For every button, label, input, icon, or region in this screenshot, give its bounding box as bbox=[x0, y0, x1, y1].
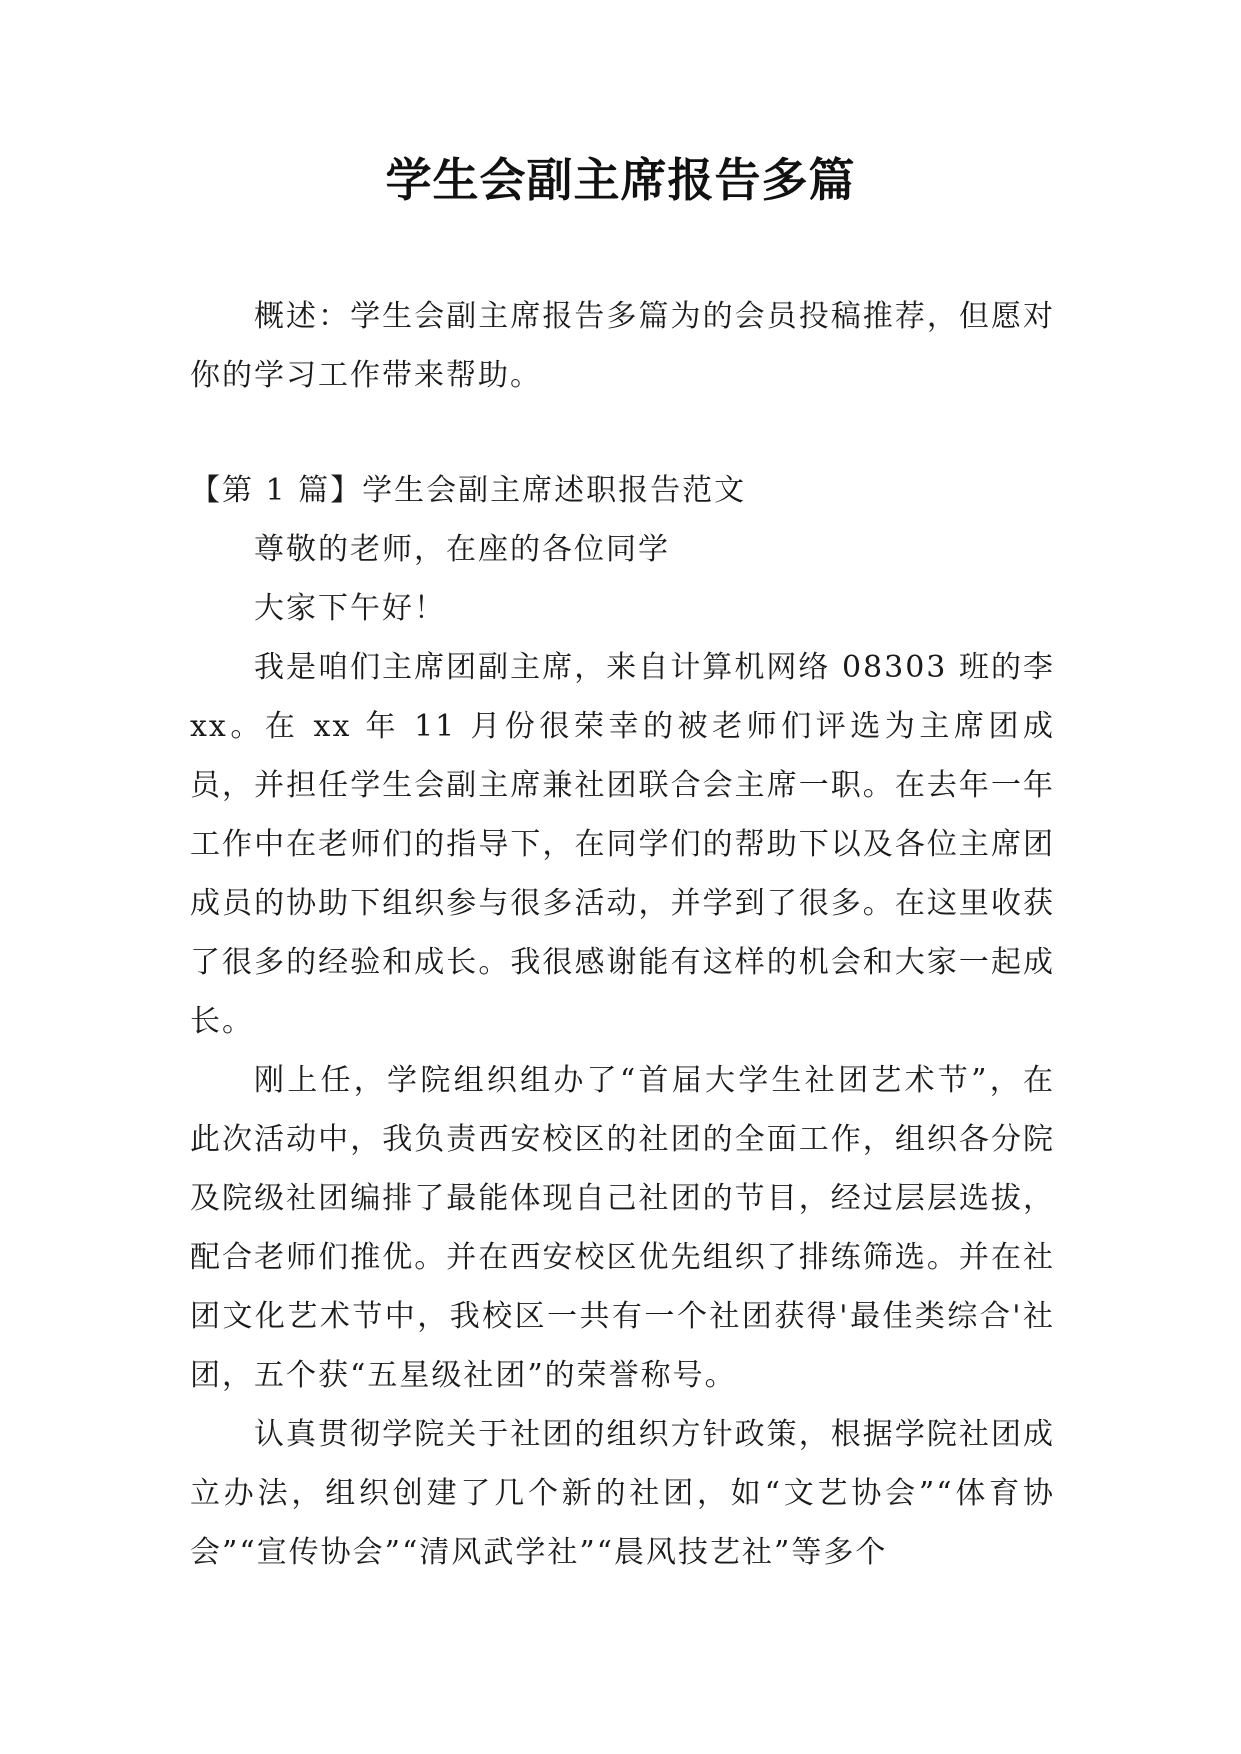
greeting: 大家下午好！ bbox=[254, 591, 446, 626]
section-1 bbox=[190, 461, 1055, 1582]
body-paragraph: 认真贯彻学院关于社团的组织方针政策，根据学院社团成立办法，组织创建了几个新的社团，如“文艺协会”“体育协会”“宣传协会”“清风武学社”“晨风技艺社”等多个 bbox=[190, 1417, 1055, 1570]
summary-block bbox=[190, 287, 1055, 405]
document-title: 学生会副主席报告多篇 bbox=[385, 153, 856, 207]
section-heading: 【第 1 篇】学生会副主席述职报告范文 bbox=[190, 473, 747, 508]
body-paragraph: 刚上任，学院组织组办了“首届大学生社团艺术节”，在此次活动中，我负责西安校区的社团的全面工作，组织各分院及院级社团编排了最能体现自己社团的节目，经过层层选拔，配合老师们推优。并在西安校区优先组织了排练筛选。并在社团文化艺术节中，我校区一共有一个社团获得'最佳类综合'社团，五个获“五星级社团”的荣誉称号。 bbox=[190, 1063, 1055, 1393]
summary-paragraph: 概述：学生会副主席报告多篇为的会员投稿推荐，但愿对你的学习工作带来帮助。 bbox=[190, 299, 1055, 393]
body-paragraph: 我是咱们主席团副主席，来自计算机网络 08303 班的李 xx。在 xx 年 11 月份很荣幸的被老师们评选为主席团成员，并担任学生会副主席兼社团联合会主席一职。在去年一年工作中在老师们的指导下，在同学们的帮助下以及各位主席团成员的协助下组织参与很多活动，并学到了很多。在这里收获了很多的经验和成长。我很感谢能有这样的机会和大家一起成长。 bbox=[190, 650, 1055, 1039]
salutation: 尊敬的老师，在座的各位同学 bbox=[254, 532, 670, 567]
